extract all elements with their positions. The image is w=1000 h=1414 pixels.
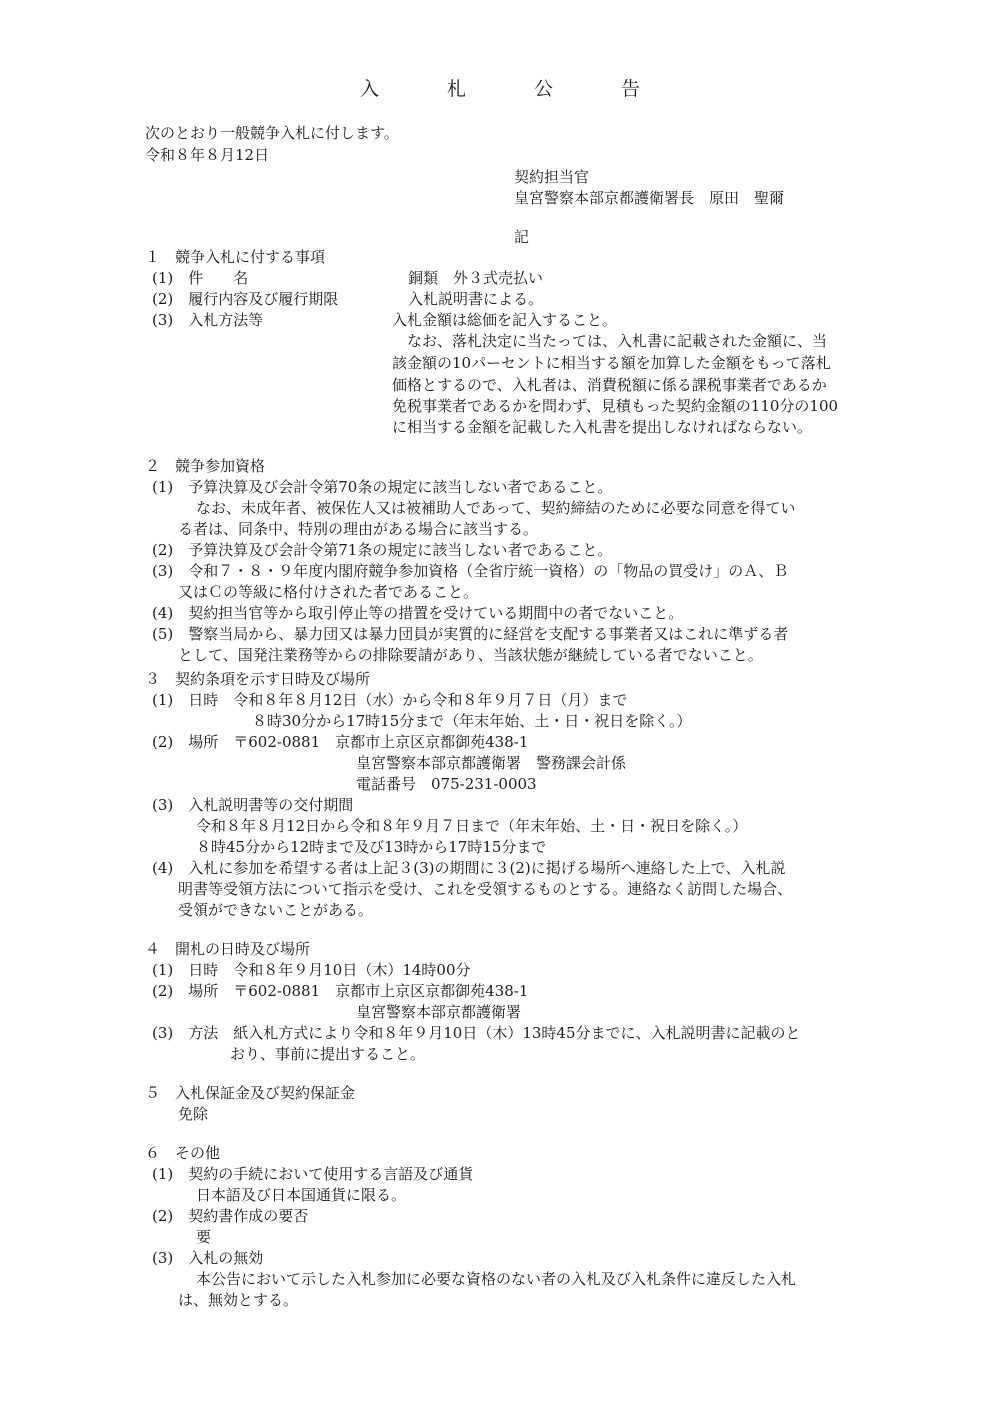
s2-line: る者は、同条中、特別の理由がある場合に該当する。 (178, 520, 539, 538)
s6-line: (1) 契約の手続において使用する言語及び通貨 (152, 1165, 474, 1183)
s4-line: 皇宮警察本部京都護衛署 (356, 1003, 522, 1021)
s6-line: 日本語及び日本国通貨に限る。 (196, 1186, 407, 1204)
s3-line: (2) 場所 〒602-0881 京都市上京区京都御苑438-1 (152, 733, 529, 751)
title-char: 入 (359, 78, 379, 100)
s3-line: 令和８年８月12日から令和８年９月７日まで（年末年始、土・日・祝日を除く。） (196, 817, 748, 835)
s1-item3-label: (3) 入札方法等 (152, 311, 264, 329)
s3-line: (3) 入札説明書等の交付期間 (152, 796, 354, 814)
officer-role: 契約担当官 (514, 168, 590, 186)
s1-item3-line: 該金額の10パーセントに相当する額を加算した金額をもって落札 (392, 354, 831, 372)
s3-line: ８時30分から17時15分まで（年末年始、土・日・祝日を除く。） (252, 712, 692, 730)
s5-line: 免除 (178, 1105, 209, 1123)
s1-item3-line: 免税事業者であるかを問わず、見積もった契約金額の110分の100 (392, 397, 839, 415)
s3-line: 皇宮警察本部京都護衛署 警務課会計係 (356, 754, 627, 772)
ki-mark: 記 (514, 228, 530, 246)
s1-item3-line: 価格とするので、入札者は、消費税額に係る課税事業者であるか (392, 376, 827, 394)
title-char: 札 (446, 78, 466, 100)
s6-line: は、無効とする。 (178, 1291, 299, 1309)
page-title (0, 74, 1000, 104)
s1-item2-value: 入札説明書による。 (408, 290, 544, 308)
section-1-heading: １ 競争入札に付する事項 (145, 248, 326, 266)
s3-line: (1) 日時 令和８年８月12日（水）から令和８年９月７日（月）まで (152, 691, 628, 709)
s3-line: 明書等受領方法について指示を受け、これを受領するものとする。連絡なく訪問した場合、 (178, 880, 793, 898)
section-6-heading: ６ その他 (145, 1144, 221, 1162)
s2-line: なお、未成年者、被保佐人又は被補助人であって、契約締結のために必要な同意を得てい (196, 499, 796, 517)
s4-line: (3) 方法 紙入札方式により令和８年９月10日（木）13時45分までに、入札説明書に記載のと (152, 1024, 801, 1042)
s2-line: (3) 令和７・８・９年度内閣府競争参加資格（全省庁統一資格）の「物品の買受け」のＡ、Ｂ (152, 562, 789, 580)
section-5-heading: ５ 入札保証金及び契約保証金 (145, 1084, 356, 1102)
announcement-date: 令和８年８月12日 (145, 146, 270, 164)
s4-line: おり、事前に提出すること。 (230, 1045, 426, 1063)
s6-line: 要 (196, 1228, 212, 1246)
s6-line: 本公告において示した入札参加に必要な資格のない者の入札及び入札条件に違反した入札 (196, 1270, 797, 1288)
s3-line: 受領ができないことがある。 (178, 901, 374, 919)
s1-item2-label: (2) 履行内容及び履行期限 (152, 290, 339, 308)
s2-line: 又はＣの等級に格付けされた者であること。 (178, 583, 479, 601)
section-2-heading: ２ 競争参加資格 (145, 457, 266, 475)
title-char: 公 (534, 78, 554, 100)
s6-line: (2) 契約書作成の要否 (152, 1207, 309, 1225)
s1-item1-label: (1) 件 名 (152, 269, 249, 287)
intro-text: 次のとおり一般競争入札に付します。 (145, 124, 399, 142)
section-4-heading: ４ 開札の日時及び場所 (145, 940, 311, 958)
s2-line: (4) 契約担当官等から取引停止等の措置を受けている期間中の者でないこと。 (152, 604, 684, 622)
s6-line: (3) 入札の無効 (152, 1249, 264, 1267)
s1-item1-value: 銅類 外３式売払い (408, 269, 544, 287)
s1-item3-line: 入札金額は総価を記入すること。 (392, 311, 618, 329)
s2-line: (1) 予算決算及び会計令第70条の規定に該当しない者であること。 (152, 478, 613, 496)
s3-line: ８時45分から12時まで及び13時から17時15分まで (196, 838, 547, 856)
s1-item3-line: に相当する金額を記載した入札書を提出しなければならない。 (392, 418, 813, 436)
title-char: 告 (621, 78, 641, 100)
s4-line: (2) 場所 〒602-0881 京都市上京区京都御苑438-1 (152, 982, 529, 1000)
s2-line: (2) 予算決算及び会計令第71条の規定に該当しない者であること。 (152, 541, 613, 559)
s3-line: (4) 入札に参加を希望する者は上記３(3)の期間に３(2)に掲げる場所へ連絡した上で、入札説 (152, 859, 786, 877)
s2-line: (5) 警察当局から、暴力団又は暴力団員が実質的に経営を支配する事業者又はこれに準ずる者 (152, 625, 789, 643)
officer-name: 皇宮警察本部京都護衛署長 原田 聖爾 (514, 189, 785, 207)
s4-line: (1) 日時 令和８年９月10日（木）14時00分 (152, 961, 471, 979)
section-3-heading: ３ 契約条項を示す日時及び場所 (145, 670, 371, 688)
s1-item3-line: なお、落札決定に当たっては、入札書に記載された金額に、当 (392, 332, 828, 350)
s3-line: 電話番号 075-231-0003 (356, 775, 537, 793)
s2-line: として、国発注業務等からの排除要請があり、当該状態が継続している者でないこと。 (178, 646, 763, 664)
